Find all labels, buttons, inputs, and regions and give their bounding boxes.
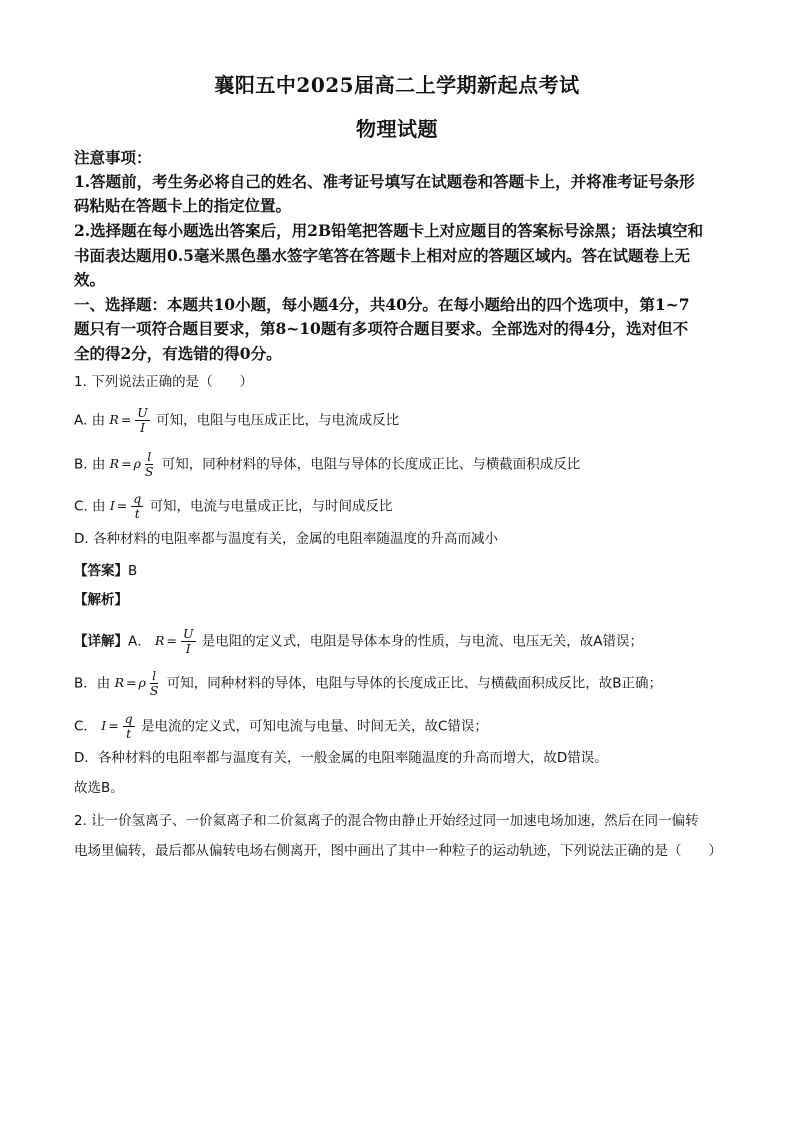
section-line: 一、选择题：本题共10小题，每小题4分，共40分。在每小题给出的四个选项中，第1~7 (74, 295, 690, 314)
notice-heading: 注意事项： (74, 148, 152, 167)
question-stem: 1. 下列说法正确的是（ ） (74, 374, 254, 390)
answer-row (74, 561, 726, 581)
notice-line: 1.答题前，考生务必将自己的姓名、准考证号填写在试题卷和答题卡上，并将准考证号条形 (74, 172, 695, 191)
question-2-line: 2. 让一价氢离子、一价氦离子和二价氦离子的混合物由静止开始经过同一加速电场加速，然后在同一偏转 (74, 813, 699, 829)
option-a-prefix: A. 由 (74, 412, 106, 429)
answer-value: B (128, 563, 138, 579)
notice-line: 2.选择题在每小题选出答案后，用2B铅笔把答题卡上对应题目的答案标号涂黑；语法填空和 (74, 221, 704, 240)
option-a (74, 406, 726, 435)
option-b-text: 可知，同种材料的导体，电阻与导体的长度成正比、与横截面积成反比 (161, 456, 581, 473)
formula-resistance-law: R = ρ $\frac{l}{S}$ (114, 668, 159, 698)
option-b (74, 450, 726, 479)
page-title: 襄阳五中2025届高二上学期新起点考试 (214, 73, 580, 97)
section-line: 题只有一项符合题目要求，第8~10题有多项符合题目要求。全部选对的得4分，选对但不 (74, 319, 689, 338)
option-d: D. 各种材料的电阻率都与温度有关，金属的电阻率随温度的升高而减小 (74, 531, 498, 547)
analysis-tag: 【解析】 (74, 592, 128, 608)
option-a-text: 可知，电阻与电压成正比，与电流成反比 (156, 412, 400, 429)
notice-line: 效。 (74, 270, 106, 289)
notice-line: 码粘贴在答题卡上的指定位置。 (74, 196, 292, 215)
formula-resistance-definition: R = $\frac{U}{I}$ (109, 405, 148, 435)
page-subtitle: 物理试题 (356, 117, 438, 141)
detail-tag: 【详解】 (74, 633, 128, 650)
detail-c: C． I = $\frac{q}{t}$ 是电流的定义式，可知电流与电量、时间无关，故C错误； (74, 711, 488, 741)
answer-tag: 【答案】 (74, 563, 128, 579)
detail-b: B．由 R = ρ $\frac{l}{S}$ 可知，同种材料的导体，电阻与导体的长度成正比、与横截面积成反比，故B正确； (74, 668, 662, 698)
detail-d: D．各种材料的电阻率都与温度有关，一般金属的电阻率随温度的升高而增大，故D错误。 (74, 750, 608, 766)
conclusion: 故选B。 (74, 780, 124, 796)
analysis-row (74, 590, 726, 610)
detail-a: 【详解】A． R = $\frac{U}{I}$ 是电阻的定义式，电阻是导体本身的性质，与电流、电压无关，故A错误； (74, 626, 644, 656)
option-b-prefix: B. 由 (74, 456, 106, 473)
formula-current-definition: I = $\frac{q}{t}$ (109, 491, 142, 521)
option-c-text: 可知，电流与电量成正比，与时间成反比 (149, 498, 393, 515)
option-c-prefix: C. 由 (74, 498, 106, 515)
option-c (74, 492, 726, 521)
formula-current-definition: I = $\frac{q}{t}$ (101, 711, 133, 741)
formula-resistance-law: R = ρ $\frac{l}{S}$ (109, 449, 154, 479)
formula-resistance-definition: R = $\frac{U}{I}$ (155, 626, 194, 656)
section-line: 全的得2分，有选错的得0分。 (74, 344, 282, 363)
question-2-line: 电场里偏转，最后都从偏转电场右侧离开，图中画出了其中一种粒子的运动轨迹，下列说法正确的是（ ） (74, 843, 722, 859)
notice-line: 书面表达题用0.5毫米黑色墨水签字笔答在答题卡上相对应的答题区域内。答在试题卷上无 (74, 246, 690, 265)
